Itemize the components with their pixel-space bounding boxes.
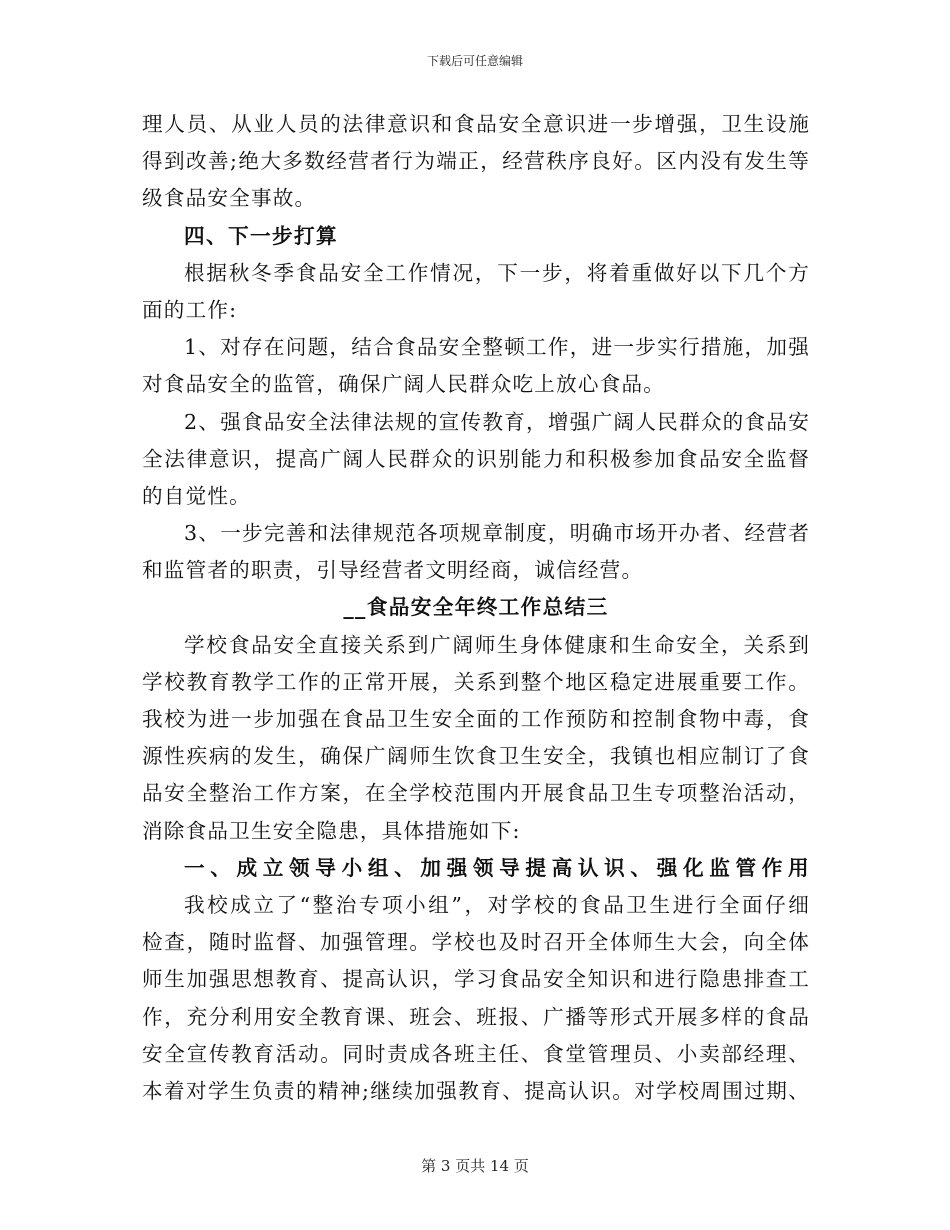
page-number: 第 3 页共 14 页 bbox=[421, 1157, 529, 1175]
body-line: 安全宣传教育活动。同时责成各班主任、食堂管理员、小卖部经理、 bbox=[142, 1041, 810, 1066]
body-line: 全法律意识，提高广阔人民群众的识别能力和积极参加食品安全监督 bbox=[142, 446, 810, 471]
section-title: __食品安全年终工作总结三 bbox=[343, 595, 609, 620]
body-line: 2、强食品安全法律法规的宣传教育，增强广阔人民群众的食品安 bbox=[184, 409, 810, 434]
body-line: 本着对学生负责的精神;继续加强教育、提高认识。对学校周围过期、 bbox=[142, 1078, 810, 1103]
body-line: 师生加强思想教育、提高认识，学习食品安全知识和进行隐患排查工 bbox=[142, 967, 810, 992]
body-line: 消除食品卫生安全隐患，具体措施如下: bbox=[142, 818, 521, 843]
body-line: 学校教育教学工作的正常开展，关系到整个地区稳定进展重要工作。 bbox=[142, 669, 810, 694]
body-line: 作，充分利用安全教育课、班会、班报、广播等形式开展多样的食品 bbox=[142, 1004, 810, 1029]
body-line: 和监管者的职责，引导经营者文明经商，诚信经营。 bbox=[142, 558, 644, 583]
body-line: 面的工作: bbox=[142, 297, 238, 322]
body-line: 检查，随时监督、加强管理。学校也及时召开全体师生大会，向全体 bbox=[142, 930, 810, 955]
body-line: 理人员、从业人员的法律意识和食品安全意识进一步增强，卫生设施 bbox=[142, 112, 810, 136]
body-line: 1、对存在问题，结合食品安全整顿工作，进一步实行措施，加强 bbox=[184, 335, 810, 360]
body-line: 源性疾病的发生，确保广阔师生饮食卫生安全，我镇也相应制订了食 bbox=[142, 744, 810, 769]
document-body bbox=[142, 106, 810, 1110]
body-line: 对食品安全的监管，确保广阔人民群众吃上放心食品。 bbox=[142, 372, 666, 397]
body-line: 根据秋冬季食品安全工作情况，下一步，将着重做好以下几个方 bbox=[184, 260, 810, 285]
body-line: 3、一步完善和法律规范各项规章制度，明确市场开办者、经营者 bbox=[184, 521, 810, 546]
page-header-note: 下载后可任意编辑 bbox=[426, 54, 523, 68]
section-heading: 一、成立领导小组、加强领导提高认识、强化监管作用 bbox=[184, 855, 810, 880]
body-line: 级食品安全事故。 bbox=[142, 186, 317, 211]
body-line: 得到改善;绝大多数经营者行为端正，经营秩序良好。区内没有发生等 bbox=[142, 149, 810, 174]
section-heading: 四、下一步打算 bbox=[184, 223, 338, 248]
body-line: 的自觉性。 bbox=[142, 483, 251, 508]
body-line: 我校为进一步加强在食品卫生安全面的工作预防和控制食物中毒，食 bbox=[142, 707, 810, 731]
body-line: 我校成立了“整治专项小组”，对学校的食品卫生进行全面仔细 bbox=[184, 892, 810, 917]
body-line: 学校食品安全直接关系到广阔师生身体健康和生命安全，关系到 bbox=[184, 632, 810, 657]
body-line: 品安全整治工作方案，在全学校范围内开展食品卫生专项整治活动， bbox=[142, 781, 810, 806]
